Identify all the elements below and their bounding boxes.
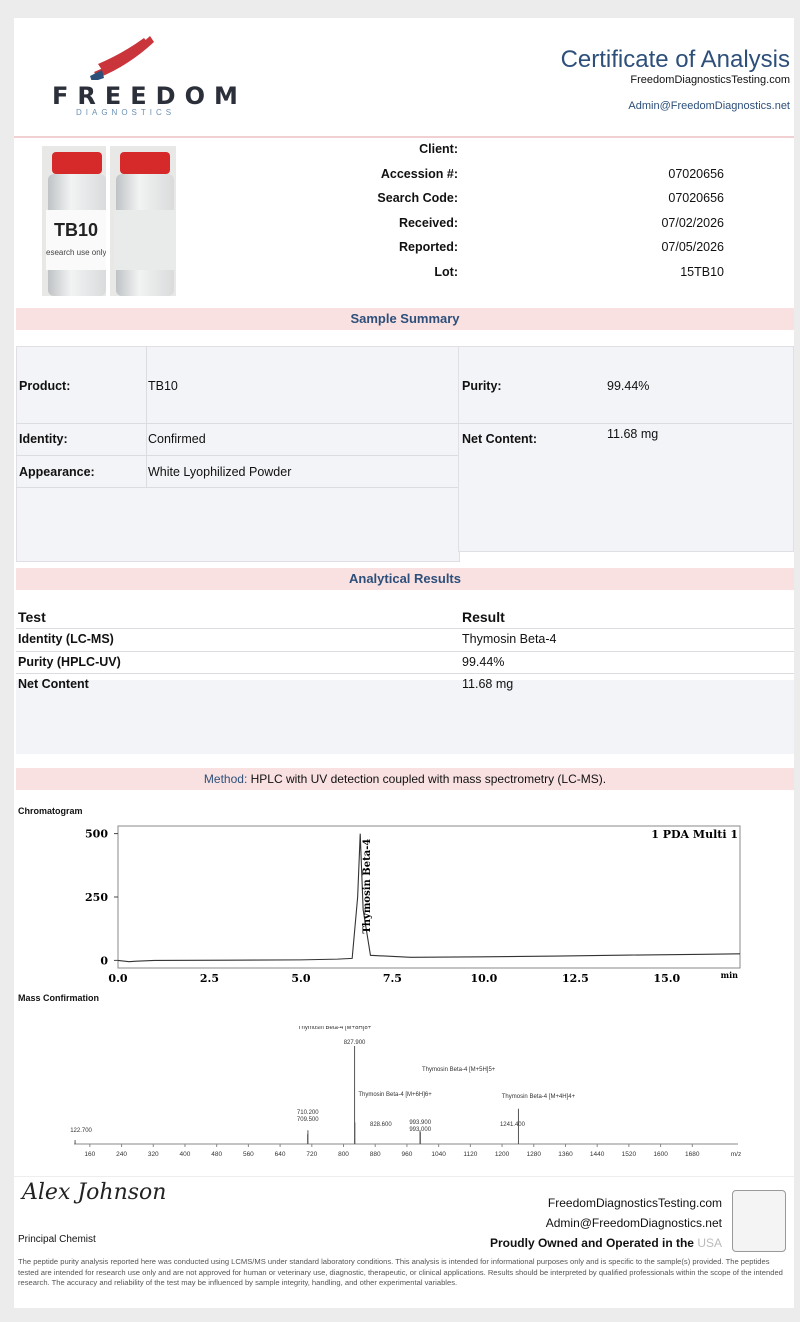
- mass-peak-label: 709.500: [296, 1117, 319, 1123]
- appearance-value: White Lyophilized Powder: [148, 465, 292, 479]
- chromatogram-label: Chromatogram: [18, 806, 83, 816]
- vial-label-text: TB10: [54, 220, 99, 240]
- x-unit-label: min: [720, 970, 738, 980]
- analytical-results-header: Analytical Results: [16, 568, 794, 590]
- usa-light-text: USA: [697, 1236, 722, 1250]
- sample-summary-header: Sample Summary: [16, 308, 794, 330]
- appearance-label: Appearance:: [19, 465, 95, 479]
- header-website[interactable]: FreedomDiagnosticsTesting.com: [630, 74, 790, 86]
- mass-annotation: Thymosin Beta-4 [M+4H]4+: [501, 1094, 576, 1100]
- info-value: 07020656: [668, 191, 724, 205]
- purity-label: Purity:: [462, 379, 502, 393]
- footer-email[interactable]: Admin@FreedomDiagnostics.net: [545, 1216, 722, 1230]
- certificate-page: [14, 18, 794, 1308]
- info-label: Received:: [398, 215, 458, 230]
- footer-usa-text: [490, 1236, 722, 1250]
- info-label: Accession #:: [380, 166, 458, 181]
- mass-x-tick-label: 720: [306, 1151, 318, 1158]
- x-tick-label: 12.5: [561, 972, 589, 985]
- mass-x-tick-label: 880: [369, 1151, 381, 1158]
- mass-x-tick-label: 640: [274, 1151, 286, 1158]
- results-value-cell: Thymosin Beta-4: [462, 632, 557, 646]
- disclaimer-text: The peptide purity analysis reported here was conducted using LCMS/MS under standard laboratory conditions. This analysis is intended for informational purposes only and is specific to the sample(s) provided. The peptides tested are intended for research use only and are not approved for human or veterinary use, diagnostic, therapeutic, or clinical applications. Results should be interpreted by qualified professionals within the scope of the intended research. The accuracy and reliability of the test may be influenced by sample integrity, handling, and other experimental variables.: [18, 1257, 783, 1287]
- identity-value: Confirmed: [148, 432, 206, 446]
- mass-peak-label: 827.900: [343, 1040, 366, 1046]
- info-value: 15TB10: [680, 264, 724, 279]
- summary-right-panel: [458, 346, 794, 552]
- x-tick-label: 0.0: [108, 972, 128, 985]
- mass-x-tick-label: 480: [211, 1151, 223, 1158]
- net-content-value: 11.68 mg: [607, 427, 659, 441]
- col-test-header: Test: [18, 609, 46, 625]
- method-banner: [16, 768, 794, 790]
- x-tick-label: 10.0: [470, 972, 498, 985]
- mass-x-tick-label: 1040: [431, 1151, 446, 1158]
- results-test-cell: Purity (HPLC-UV): [18, 654, 121, 669]
- mass-x-tick-label: 1600: [653, 1151, 668, 1158]
- flag-swoosh-logo: [88, 32, 158, 80]
- mass-annotation: Thymosin Beta-4 [M+8H]8+: [297, 1026, 372, 1031]
- mass-x-tick-label: 1280: [526, 1151, 541, 1158]
- certification-seal: [732, 1190, 786, 1252]
- mass-x-tick-label: 800: [338, 1151, 349, 1158]
- results-value-cell: 99.44%: [462, 654, 505, 669]
- vial-photo-front: [42, 146, 106, 296]
- info-label: Reported:: [398, 240, 458, 254]
- brand-subtitle: DIAGNOSTICS: [76, 108, 176, 117]
- mass-spectrum-chart: [64, 1026, 744, 1164]
- mass-x-tick-label: 1680: [685, 1151, 700, 1158]
- mass-x-unit: m/z: [730, 1151, 742, 1158]
- purity-value: 99.44%: [607, 379, 650, 393]
- info-label: Client:: [419, 142, 458, 156]
- chart-legend: 1 PDA Multi 1: [651, 828, 738, 841]
- info-value: 07/02/2026: [661, 215, 724, 230]
- mass-peak-label: 993.900: [409, 1120, 432, 1126]
- mass-x-tick-label: 240: [116, 1151, 127, 1158]
- mass-x-tick-label: 320: [147, 1151, 159, 1158]
- summary-left-panel: [16, 346, 460, 562]
- mass-peak-label: 710.200: [296, 1110, 319, 1116]
- footer-website[interactable]: FreedomDiagnosticsTesting.com: [547, 1196, 722, 1210]
- y-tick-label: 250: [85, 891, 108, 904]
- x-tick-label: 15.0: [653, 972, 681, 985]
- peak-label: Thymosin Beta-4: [362, 838, 374, 934]
- results-test-cell: Identity (LC-MS): [18, 632, 114, 646]
- method-label: Method:: [203, 772, 248, 786]
- mass-x-tick-label: 1360: [558, 1151, 573, 1158]
- chemist-signature: Alex Johnson: [22, 1180, 167, 1205]
- mass-annotation: Thymosin Beta-4 [M+6H]6+: [358, 1092, 432, 1098]
- mass-confirmation-label: Mass Confirmation: [18, 993, 100, 1003]
- chromatogram-frame: [118, 826, 740, 968]
- method-text: HPLC with UV detection coupled with mass spectrometry (LC-MS).: [247, 772, 607, 786]
- vial-small-text: esearch use only: [46, 248, 106, 257]
- product-value: TB10: [148, 379, 178, 393]
- results-empty-area: [16, 680, 794, 754]
- mass-x-tick-label: 400: [179, 1151, 191, 1158]
- mass-peak-label: 122.700: [70, 1128, 92, 1134]
- info-value: 07/05/2026: [661, 240, 724, 254]
- mass-peak-label: 993.000: [409, 1127, 432, 1133]
- mass-peak-label: 1241.400: [499, 1122, 525, 1128]
- y-tick-label: 500: [85, 827, 108, 841]
- results-value-cell: 11.68 mg: [462, 677, 514, 691]
- mass-x-tick-label: 960: [401, 1151, 413, 1158]
- mass-x-tick-label: 160: [84, 1151, 96, 1158]
- info-label: Lot:: [434, 264, 458, 279]
- results-test-cell: Net Content: [18, 677, 89, 691]
- header-email[interactable]: Admin@FreedomDiagnostics.net: [628, 100, 790, 112]
- vial-photo-side: [110, 146, 176, 296]
- x-tick-label: 2.5: [199, 972, 220, 985]
- mass-x-tick-label: 560: [242, 1151, 254, 1158]
- brand-name: FREEDOM: [52, 82, 247, 110]
- col-result-header: Result: [462, 609, 505, 625]
- mass-x-tick-label: 1440: [589, 1151, 605, 1158]
- identity-label: Identity:: [19, 432, 68, 446]
- product-label: Product:: [19, 379, 71, 393]
- certificate-title: Certificate of Analysis: [560, 46, 790, 73]
- usa-bold-text: Proudly Owned and Operated in the: [489, 1236, 698, 1250]
- principal-chemist-label: Principal Chemist: [18, 1234, 96, 1245]
- x-tick-label: 5.0: [291, 972, 311, 985]
- header-divider: [14, 136, 794, 138]
- mass-x-tick-label: 1120: [463, 1151, 478, 1158]
- mass-annotation: Thymosin Beta-4 [M+5H]5+: [421, 1067, 496, 1073]
- info-label: Search Code:: [377, 191, 458, 205]
- net-content-label: Net Content:: [462, 432, 537, 446]
- mass-x-tick-label: 1200: [494, 1151, 510, 1158]
- info-value: 07020656: [668, 166, 724, 181]
- y-tick-label: 0: [100, 954, 108, 968]
- x-tick-label: 7.5: [382, 972, 402, 985]
- chromatogram-chart: [74, 818, 754, 986]
- mass-peak-label: 828.600: [369, 1122, 392, 1128]
- mass-x-tick-label: 1520: [621, 1151, 637, 1158]
